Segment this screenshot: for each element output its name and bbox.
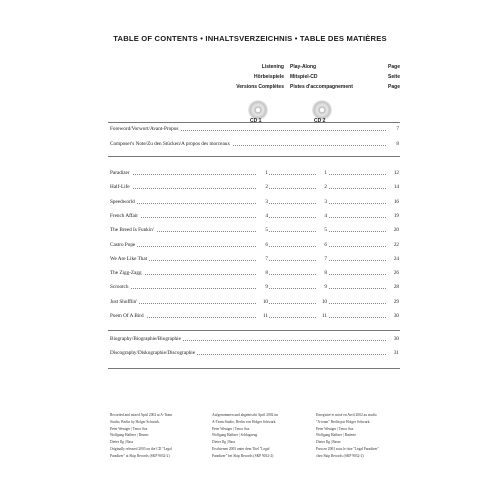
toc-row-song — [110, 183, 400, 191]
song-page: 14 — [386, 183, 400, 191]
song-page: 16 — [386, 198, 400, 206]
cd1-track: 4 — [257, 212, 269, 220]
entry-page: 7 — [386, 125, 400, 133]
entry-page: 30 — [386, 335, 400, 343]
toc-row-song — [110, 283, 400, 291]
cd2-label: CD 2 — [314, 118, 326, 124]
credits-english — [110, 413, 206, 460]
song-page: 30 — [386, 312, 400, 320]
column-header-line: Listening — [261, 64, 284, 70]
credit-line: Wolfgang Haffner | Schlagzeug — [212, 433, 258, 438]
song-title: Just Shufflin' — [110, 298, 138, 305]
song-title: We Are Like That — [110, 255, 148, 262]
entry-title: Biography/Biographie/Biographie — [110, 336, 181, 342]
toc-row-song — [110, 226, 400, 234]
song-title: Speedworld — [110, 198, 135, 205]
song-page: 19 — [386, 212, 400, 220]
cd1-track: 6 — [257, 241, 269, 249]
song-page: 12 — [386, 169, 400, 177]
cd1-track: 5 — [257, 226, 269, 234]
cd1-track: 10 — [257, 298, 269, 306]
cd2-track: 6 — [316, 241, 328, 249]
cd-disc-icon — [312, 100, 332, 120]
toc-row-song — [110, 269, 400, 277]
song-page: 28 — [386, 283, 400, 291]
toc-row-song — [110, 241, 400, 249]
song-page: 20 — [386, 226, 400, 234]
credit-line: Wolfgang Haffner | Drums — [110, 433, 149, 438]
column-header-line: Play-Along — [290, 64, 317, 70]
credits-french — [316, 413, 412, 460]
credit-line: "A-team" Berlin par Holger Schwark. — [316, 419, 371, 424]
entry-title: Composer's Note/Zu den Stücken/A propos des morceaux — [110, 141, 230, 147]
cd1-track: 9 — [257, 283, 269, 291]
credit-line: Originally released 2003 on the CD "Legal — [110, 446, 172, 451]
credit-line: Recorded and mixed April 2002 at A-Team — [110, 413, 173, 417]
column-header-line: Versions Complètes — [236, 84, 284, 90]
credit-line: Studio, Berlin by Holger Schwark. — [110, 419, 160, 424]
toc-row-front — [110, 140, 400, 148]
cd2-track: 1 — [316, 169, 328, 177]
entry-page: 8 — [386, 140, 400, 148]
credit-line: Peter Weniger | Tenor Sax — [316, 426, 354, 431]
cd1-track: 7 — [257, 255, 269, 263]
credit-line: Dieter Ilg | Bass — [110, 440, 134, 445]
cd1-track: 8 — [257, 269, 269, 277]
cd2-track: 5 — [316, 226, 328, 234]
column-header-playalong — [290, 62, 370, 92]
entry-title: Discography/Diskographie/Discographie — [110, 350, 195, 356]
song-title: Half-Life — [110, 184, 130, 191]
cd2-track: 2 — [316, 183, 328, 191]
song-page: 26 — [386, 269, 400, 277]
cd2-track: 3 — [316, 198, 328, 206]
song-page: 24 — [386, 255, 400, 263]
song-page: 29 — [386, 298, 400, 306]
credit-line: Dieter Ilg | Bass — [212, 440, 236, 445]
entry-title: Foreword/Vorwort/Avant-Propos — [110, 126, 179, 132]
column-header-listening — [234, 62, 284, 92]
cd1-label: CD 1 — [250, 118, 262, 124]
credit-line: Enregistré et mixé en Avril 2002 au studio — [316, 413, 377, 417]
song-title: Paradizer — [110, 170, 130, 176]
page-title: TABLE OF CONTENTS • INHALTSVERZEICHNIS • TABLE DES MATIÈRES — [113, 34, 387, 43]
entry-page: 31 — [386, 349, 400, 357]
credit-line: chez Skip Records (SKP 9032-2) — [316, 453, 364, 458]
toc-row-song — [110, 255, 400, 263]
cd1-track: 1 — [257, 169, 269, 177]
credits-german — [212, 413, 308, 460]
column-header-line: Mitspiel-CD — [290, 74, 318, 80]
song-title: Poem Of A Bird — [110, 313, 144, 319]
divider — [108, 368, 400, 369]
column-header-page — [372, 62, 400, 92]
divider — [108, 156, 400, 157]
column-header-line: Seite — [388, 74, 400, 80]
toc-row-song — [110, 198, 400, 206]
credit-line: Aufgenommen und abgemischt April 2002 im — [212, 413, 279, 417]
toc-row-front — [110, 125, 400, 133]
toc-row-back — [110, 349, 400, 357]
song-title: French Affair — [110, 212, 138, 219]
cd1-track: 2 — [257, 183, 269, 191]
credit-line: Erschienen 2003 unter dem Titel "Legal — [212, 446, 270, 451]
cd2-track: 7 — [316, 255, 328, 263]
divider — [108, 122, 400, 123]
credit-line: Paru en 2003 sous le titre "Legal Paradizer" — [316, 446, 379, 451]
cd1-track: 3 — [257, 198, 269, 206]
toc-row-song — [110, 312, 400, 320]
song-page: 22 — [386, 241, 400, 249]
column-header-line: Page — [388, 84, 400, 90]
toc-row-song — [110, 298, 400, 306]
song-title: The Zigg-Zagg — [110, 270, 142, 277]
cd2-track: 10 — [316, 298, 328, 306]
credit-line: Paradizer" bei Skip Records (SKP 9032-2) — [212, 453, 274, 458]
cd2-track: 9 — [316, 283, 328, 291]
cd2-track: 11 — [316, 312, 328, 320]
song-title: The Breed Is Funkin' — [110, 227, 154, 234]
cd2-track: 8 — [316, 269, 328, 277]
song-title: Castro Pope — [110, 241, 136, 248]
column-header-line: Hörbeispiele — [253, 74, 284, 80]
column-header-line: Page — [388, 64, 400, 70]
credit-line: Peter Weniger | Tenor Sax — [110, 426, 148, 431]
cd1-track: 11 — [257, 312, 269, 320]
song-title: Scrootch — [110, 284, 129, 291]
credit-line: Wolfgang Haffner | Batterie — [316, 433, 356, 438]
cd2-track: 4 — [316, 212, 328, 220]
credit-line: Dieter Ilg | Basse — [316, 440, 341, 445]
toc-row-back — [110, 335, 400, 343]
column-header-line: Pistes d'accompagnement — [290, 84, 353, 90]
credit-line: Peter Weniger | Tenor Sax — [212, 426, 250, 431]
credit-line: Paradizer" at Skip Records (SKP 9032-2) — [110, 453, 170, 458]
toc-row-song — [110, 212, 400, 220]
cd-disc-icon — [248, 100, 268, 120]
toc-row-song — [110, 169, 400, 177]
divider — [108, 330, 400, 331]
credit-line: A-Team Studio, Berlin von Holger Schwark. — [212, 419, 277, 424]
